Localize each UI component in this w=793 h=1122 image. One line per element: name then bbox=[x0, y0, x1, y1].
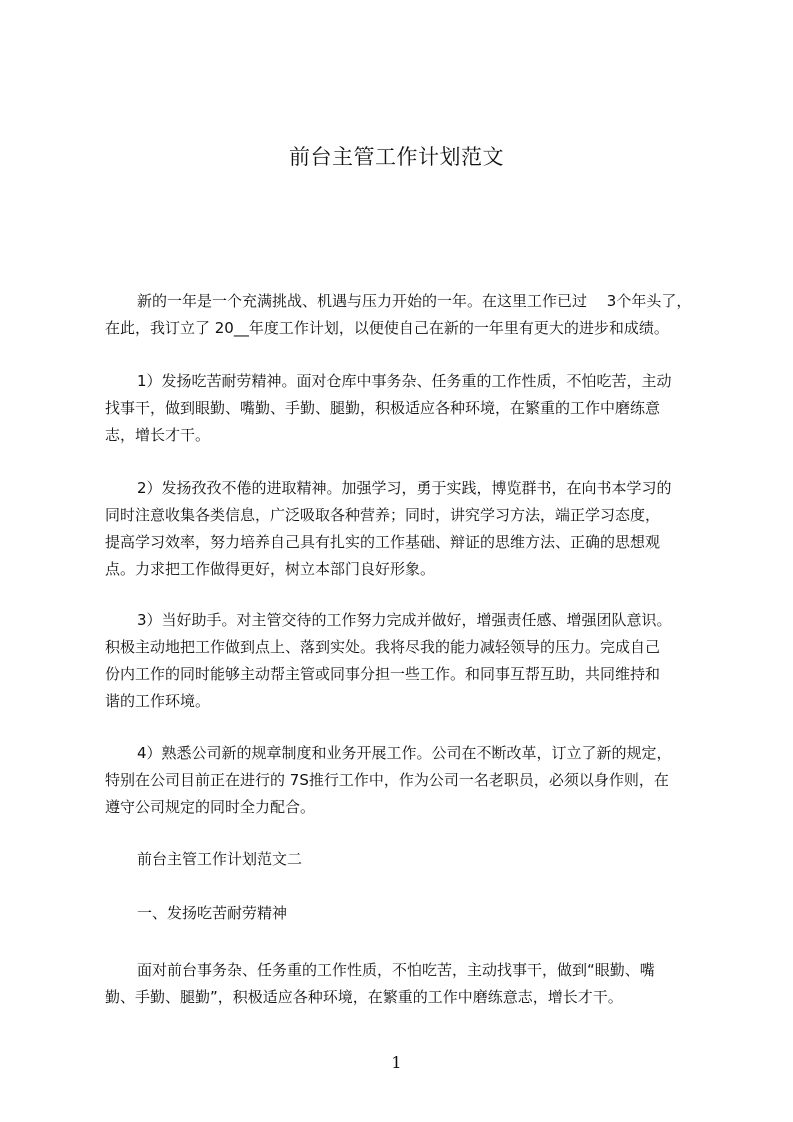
paragraph-line: 份内工作的同时能够主动帮主管或同事分担一些工作。和同事互帮互助，共同维持和 bbox=[105, 665, 661, 683]
paragraph-item-1 bbox=[105, 368, 699, 449]
paragraph-line: 提高学习效率，努力培养自己具有扎实的工作基础、辩证的思维方法、正确的思想观 bbox=[105, 533, 661, 551]
page-number: 1 bbox=[391, 1053, 402, 1072]
paragraph-intro bbox=[105, 288, 699, 342]
paragraph-line: 积极主动地把工作做到点上、落到实处。我将尽我的能力减轻领导的压力。完成自己 bbox=[105, 638, 661, 656]
paragraph-item-4 bbox=[105, 740, 699, 821]
paragraph-line: 特别在公司目前正在进行的 7S推行工作中，作为公司一名老职员，必须以身作则，在 bbox=[105, 771, 669, 789]
paragraph-item-3 bbox=[105, 607, 699, 715]
paragraph-line: 3）当好助手。对主管交待的工作努力完成并做好，增强责任感、增强团队意识。 bbox=[137, 611, 672, 629]
paragraph-line: 点。力求把工作做得更好，树立本部门良好形象。 bbox=[105, 560, 436, 578]
subsection-heading bbox=[105, 900, 699, 927]
paragraph-line: 1）发扬吃苦耐劳精神。面对仓库中事务杂、任务重的工作性质，不怕吃苦，主动 bbox=[137, 372, 672, 390]
paragraph-line: 勤、手勤、腿勤”，积极适应各种环境，在繁重的工作中磨练意志，增长才干。 bbox=[105, 988, 623, 1006]
paragraph-line: 4）熟悉公司新的规章制度和业务开展工作。公司在不断改革，订立了新的规定， bbox=[137, 744, 672, 762]
paragraph-line: 同时注意收集各类信息，广泛吸取各种营养；同时，讲究学习方法，端正学习态度， bbox=[105, 506, 661, 524]
section-heading: 前台主管工作计划范文二 bbox=[137, 850, 303, 868]
document-title: 前台主管工作计划范文 bbox=[289, 145, 504, 169]
paragraph-line: 新的一年是一个充满挑战、机遇与压力开始的一年。在这里工作已过 3个年头了， bbox=[137, 292, 692, 310]
section-heading-plan-two bbox=[105, 846, 699, 873]
paragraph-plan-two-body bbox=[105, 957, 699, 1011]
paragraph-line: 谐的工作环境。 bbox=[105, 692, 211, 710]
paragraph-line: 面对前台事务杂、任务重的工作性质，不怕吃苦，主动找事干，做到“眼勤、嘴 bbox=[137, 961, 655, 979]
paragraph-line: 找事干，做到眼勤、嘴勤、手勤、腿勤，积极适应各种环境，在繁重的工作中磨练意 bbox=[105, 399, 661, 417]
paragraph-item-2 bbox=[105, 475, 699, 583]
paragraph-line: 遵守公司规定的同时全力配合。 bbox=[105, 798, 316, 816]
paragraph-line: 在此，我订立了 20__年度工作计划，以便使自己在新的一年里有更大的进步和成绩。 bbox=[105, 319, 669, 337]
paragraph-line: 志，增长才干。 bbox=[105, 426, 211, 444]
paragraph-line: 2）发扬孜孜不倦的进取精神。加强学习，勇于实践，博览群书，在向书本学习的 bbox=[137, 479, 672, 497]
subsection-heading-text: 一、发扬吃苦耐劳精神 bbox=[137, 904, 288, 922]
